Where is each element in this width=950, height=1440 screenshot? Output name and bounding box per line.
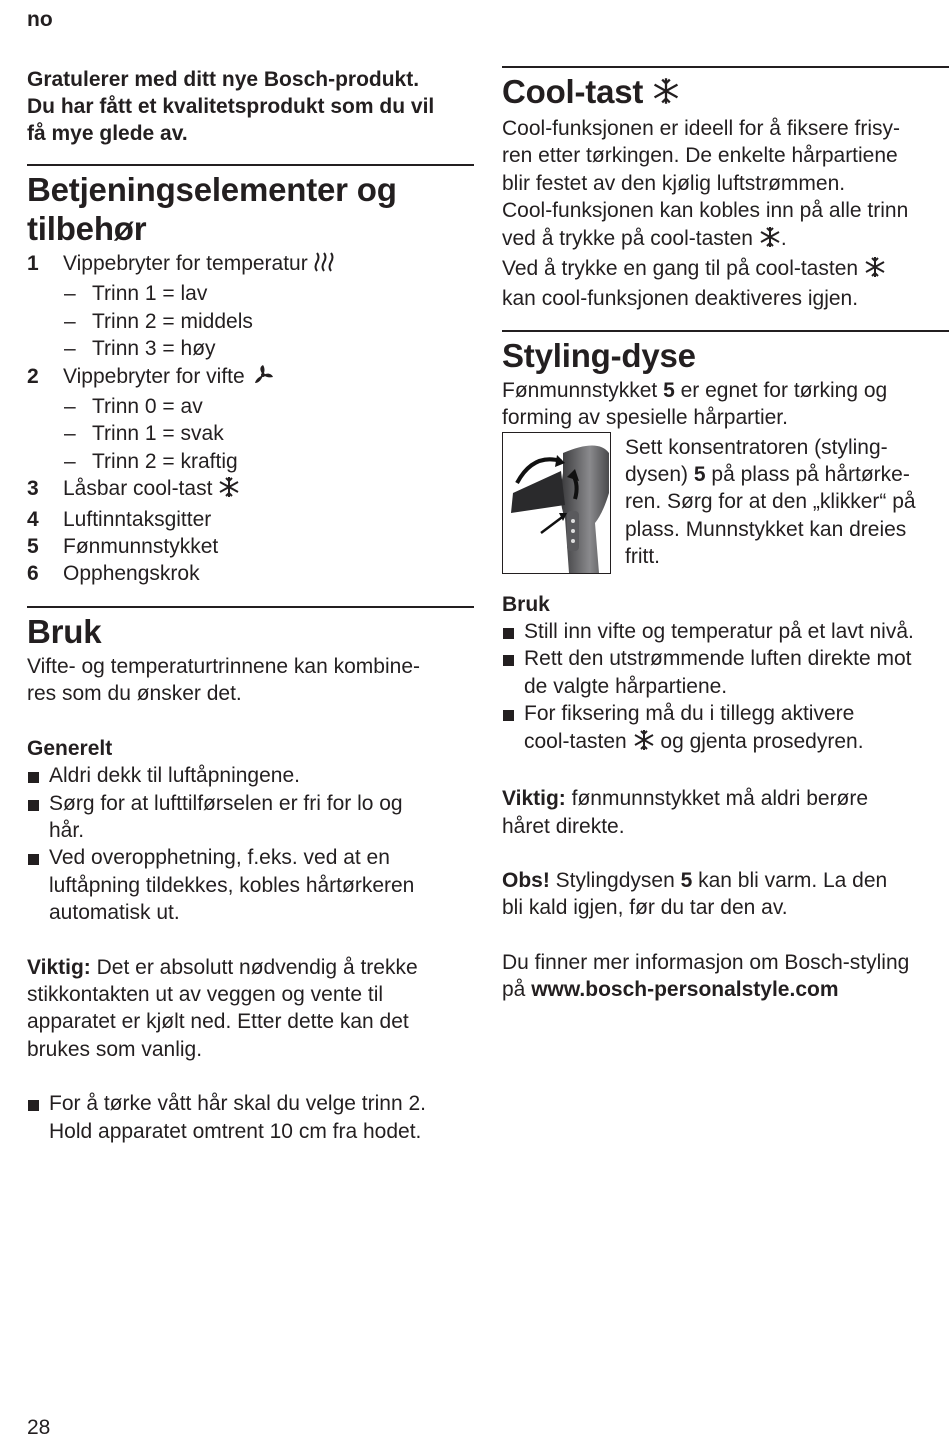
text-line: er egnet for tørking og xyxy=(674,378,888,402)
control-item xyxy=(27,533,474,560)
text-line: ved å trykke på cool-tasten xyxy=(502,226,759,250)
bullet-item xyxy=(502,618,949,645)
text-line: Det er absolutt nødvendig å trekke xyxy=(90,955,418,979)
text-line: bli kald igjen, før du tar den av. xyxy=(502,896,788,920)
bullet-item xyxy=(27,1090,474,1145)
control-item xyxy=(27,363,474,393)
bruk-heading: Bruk xyxy=(502,592,550,616)
heading-line: tilbehør xyxy=(27,210,147,247)
item-number: 4 xyxy=(27,507,39,531)
cool-heading xyxy=(502,72,949,113)
bullet-text: For fiksering må du i tillegg aktivere xyxy=(524,702,855,726)
text-line: . xyxy=(780,226,787,250)
bullet-marker xyxy=(27,790,49,845)
part-number: 5 xyxy=(693,463,706,487)
text-line: på xyxy=(502,978,532,1002)
text-line: Cool-funksjonen kan kobles inn på alle trinn xyxy=(502,199,909,223)
bullet-text: Still inn vifte og temperatur på et lavt nivå. xyxy=(524,620,914,644)
styling-figure-row xyxy=(502,434,949,574)
item-number: 1 xyxy=(27,252,39,275)
control-item xyxy=(27,506,474,533)
bullet-text: hår. xyxy=(49,818,85,842)
control-item xyxy=(27,475,474,505)
bullet-text: Ved overopphetning, f.eks. ved at en xyxy=(49,846,390,870)
usage-desc xyxy=(27,653,474,708)
item-number: 2 xyxy=(27,364,39,388)
text-line: Ved å trykke en gang til på cool-tasten xyxy=(502,257,864,281)
bullet-text: og gjenta prosedyren. xyxy=(654,729,864,753)
dash: – xyxy=(64,449,76,473)
dash: – xyxy=(64,422,76,446)
styling-heading: Styling-dyse xyxy=(502,336,696,374)
styling-intro xyxy=(502,377,949,432)
sub-label: Trinn 3 = høy xyxy=(92,337,216,361)
sub-label: Trinn 2 = middels xyxy=(92,309,253,333)
item-label: Vippebryter for vifte xyxy=(63,364,245,388)
item-number: 3 xyxy=(27,477,39,501)
intro-line: få mye glede av. xyxy=(27,122,188,145)
text-line: ren etter tørkingen. De enkelte hårpartiene xyxy=(502,144,898,168)
sub-label: Trinn 1 = lav xyxy=(92,282,208,306)
text-line: kan bli varm. La den xyxy=(692,868,888,892)
snowflake-icon xyxy=(633,729,655,758)
important-label: Viktig: xyxy=(27,955,91,979)
item-label: Låsbar cool-tast xyxy=(63,477,213,501)
bullet-marker xyxy=(27,1090,49,1145)
dash: – xyxy=(64,309,76,333)
snowflake-icon xyxy=(864,256,886,285)
text-line: Cool-funksjonen er ideell for å fiksere frisy- xyxy=(502,117,900,140)
general-heading: Generelt xyxy=(27,736,113,760)
section-divider xyxy=(502,330,949,332)
sub-item xyxy=(27,280,474,307)
snowflake-icon xyxy=(218,476,240,505)
intro-text xyxy=(27,66,474,147)
item-number: 5 xyxy=(27,535,39,559)
text-line: fritt. xyxy=(625,545,660,569)
intro-line: Gratulerer med ditt nye Bosch-produkt. xyxy=(27,68,420,91)
website-link[interactable]: www.bosch-personalstyle.com xyxy=(531,978,839,1002)
bullet-text: Hold apparatet omtrent 10 cm fra hodet. xyxy=(49,1119,422,1143)
text-line: plass. Munnstykket kan dreies xyxy=(625,517,907,541)
bullet-marker xyxy=(502,700,524,758)
sub-label: Trinn 1 = svak xyxy=(92,422,224,446)
bullet-item xyxy=(502,645,949,700)
bullet-text: Sørg for at lufttilførselen er fri for lo og xyxy=(49,791,403,815)
sub-item xyxy=(27,335,474,362)
text-line: ren. Sørg for at den „klikker“ på xyxy=(625,490,916,514)
sub-item xyxy=(27,308,474,335)
text-line: dysen) xyxy=(625,463,694,487)
item-number: 6 xyxy=(27,562,39,586)
bullet-item xyxy=(27,790,474,845)
text-line: kan cool-funksjonen deaktiveres igjen. xyxy=(502,287,859,311)
sub-label: Trinn 2 = kraftig xyxy=(92,449,238,473)
important-note xyxy=(27,954,474,1064)
text-line: Du finner mer informasjon om Bosch-styling xyxy=(502,950,910,974)
part-number: 5 xyxy=(680,868,693,892)
bullet-text: cool-tasten xyxy=(524,729,633,753)
dash: – xyxy=(64,337,76,361)
snowflake-icon xyxy=(652,74,680,113)
language-code: no xyxy=(27,8,53,31)
text-line: blir festet av den kjølig luftstrømmen. xyxy=(502,171,846,195)
hairdryer-illustration xyxy=(502,432,611,574)
heat-icon xyxy=(314,251,334,280)
bullet-text: de valgte hårpartiene. xyxy=(524,674,728,698)
heading-line: Betjeningselementer og xyxy=(27,171,397,208)
bullet-marker xyxy=(27,844,49,926)
cool-text xyxy=(502,115,949,313)
more-info xyxy=(502,949,949,1004)
page-number: 28 xyxy=(27,1416,51,1439)
snowflake-icon xyxy=(759,226,781,255)
controls-list xyxy=(27,250,474,588)
section-divider xyxy=(27,164,474,166)
bullet-item xyxy=(27,762,474,789)
text-line: Sett konsentratoren (styling- xyxy=(625,435,888,459)
section-divider xyxy=(27,606,474,608)
part-number: 5 xyxy=(663,378,675,402)
obs-note xyxy=(502,867,949,922)
intro-line: Du har fått et kvalitetsprodukt som du vil xyxy=(27,95,435,118)
usage-heading: Bruk xyxy=(27,612,102,650)
text-line: Fønmunnstykket xyxy=(502,378,664,402)
sub-item xyxy=(27,448,474,475)
figure-caption xyxy=(625,434,916,574)
important-label: Viktig: xyxy=(502,787,566,811)
dash: – xyxy=(64,282,76,306)
control-item xyxy=(27,560,474,587)
text-line: Vifte- og temperaturtrinnene kan kombine- xyxy=(27,654,420,678)
heading-text: Cool-tast xyxy=(502,73,644,110)
bullet-marker xyxy=(502,618,524,645)
item-label: Vippebryter for temperatur xyxy=(63,252,308,275)
bullet-text: Aldri dekk til luftåpningene. xyxy=(49,764,300,788)
bullet-item xyxy=(502,700,949,758)
item-label: Luftinntaksgitter xyxy=(63,507,212,531)
item-label: Fønmunnstykket xyxy=(63,535,219,559)
bullet-item xyxy=(27,844,474,926)
text-line: fønmunnstykket må aldri berøre xyxy=(565,787,869,811)
bullet-marker xyxy=(502,645,524,700)
text-line: håret direkte. xyxy=(502,814,625,838)
bullet-text: luftåpning tildekkes, kobles hårtørkeren xyxy=(49,873,415,897)
bullet-text: Rett den utstrømmende luften direkte mot xyxy=(524,647,912,671)
left-column xyxy=(27,66,474,1145)
controls-heading xyxy=(27,170,474,248)
bullet-text: automatisk ut. xyxy=(49,901,180,925)
text-line: på plass på hårtørke- xyxy=(705,463,910,487)
bullet-text: For å tørke vått hår skal du velge trinn 2. xyxy=(49,1092,426,1116)
text-line: Stylingdysen xyxy=(549,868,681,892)
section-divider xyxy=(502,66,949,68)
text-line: res som du ønsker det. xyxy=(27,682,242,706)
important-note xyxy=(502,785,949,840)
fan-icon xyxy=(251,364,275,393)
control-item xyxy=(27,250,474,280)
text-line: brukes som vanlig. xyxy=(27,1037,203,1061)
obs-label: Obs! xyxy=(502,868,550,892)
sub-item xyxy=(27,393,474,420)
item-label: Opphengskrok xyxy=(63,562,200,586)
sub-label: Trinn 0 = av xyxy=(92,395,203,419)
text-line: stikkontakten ut av veggen og vente til xyxy=(27,982,384,1006)
text-line: apparatet er kjølt ned. Etter dette kan det xyxy=(27,1010,409,1034)
dash: – xyxy=(64,395,76,419)
right-column xyxy=(502,66,949,1004)
text-line: forming av spesielle hårpartier. xyxy=(502,406,788,430)
bullet-marker xyxy=(27,762,49,789)
sub-item xyxy=(27,420,474,447)
